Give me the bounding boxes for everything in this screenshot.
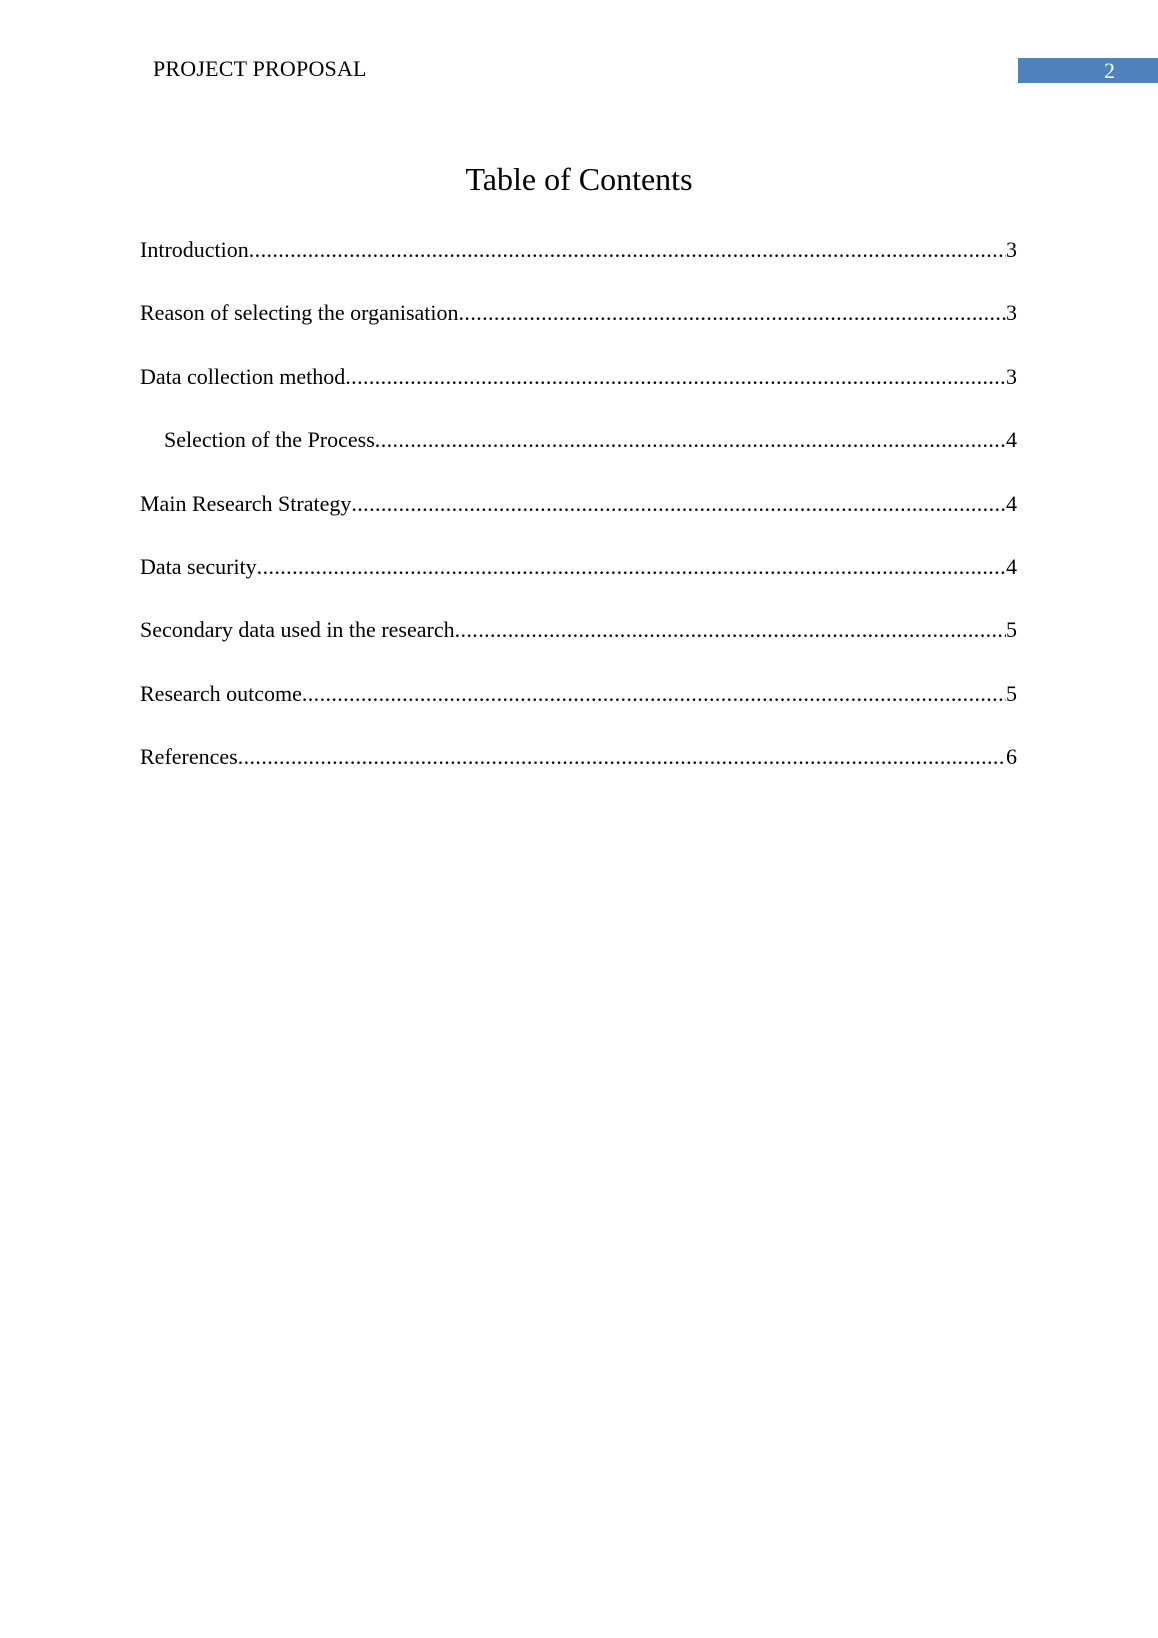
toc-entry-reason-of-selecting[interactable] <box>140 293 1017 356</box>
toc-entry-references[interactable] <box>140 737 1017 800</box>
toc-entry-page: 4 <box>1006 490 1017 516</box>
toc-entry-label: References <box>140 744 238 770</box>
toc-entry-label: Secondary data used in the research <box>140 617 455 643</box>
dot-leader <box>351 484 1006 524</box>
dot-leader <box>238 737 1006 777</box>
dot-leader <box>345 357 1006 397</box>
toc-entry-page: 4 <box>1006 553 1017 579</box>
toc-entry-page: 3 <box>1006 300 1017 326</box>
dot-leader <box>455 610 1006 650</box>
toc-entry-introduction[interactable] <box>140 230 1017 293</box>
page-number: 2 <box>1104 58 1115 83</box>
toc-entry-secondary-data[interactable] <box>140 610 1017 673</box>
toc-entry-page: 6 <box>1006 744 1017 770</box>
toc-entry-page: 3 <box>1006 363 1017 389</box>
dot-leader <box>459 293 1006 333</box>
dot-leader <box>249 230 1006 270</box>
dot-leader <box>375 420 1006 460</box>
toc-entry-label: Selection of the Process <box>164 427 375 453</box>
toc-entry-selection-of-process[interactable] <box>140 420 1017 483</box>
toc-entry-label: Main Research Strategy <box>140 490 352 516</box>
page-number-badge <box>1018 58 1158 83</box>
table-of-contents <box>140 230 1017 801</box>
toc-entry-label: Research outcome <box>140 680 302 706</box>
toc-entry-main-research-strategy[interactable] <box>140 484 1017 547</box>
toc-entry-label: Reason of selecting the organisation <box>140 300 459 326</box>
toc-heading: Table of Contents <box>465 161 693 197</box>
toc-entry-research-outcome[interactable] <box>140 674 1017 737</box>
toc-entry-page: 5 <box>1006 680 1017 706</box>
toc-entry-label: Data security <box>140 553 257 579</box>
toc-entry-data-security[interactable] <box>140 547 1017 610</box>
toc-entry-data-collection-method[interactable] <box>140 357 1017 420</box>
toc-entry-label: Introduction <box>140 237 249 262</box>
dot-leader <box>302 674 1006 714</box>
running-header-title: PROJECT PROPOSAL <box>153 56 367 81</box>
dot-leader <box>257 547 1006 587</box>
toc-entry-page: 5 <box>1006 617 1017 643</box>
toc-entry-page: 4 <box>1006 427 1017 453</box>
toc-entry-label: Data collection method <box>140 363 346 389</box>
toc-entry-page: 3 <box>1006 237 1017 262</box>
